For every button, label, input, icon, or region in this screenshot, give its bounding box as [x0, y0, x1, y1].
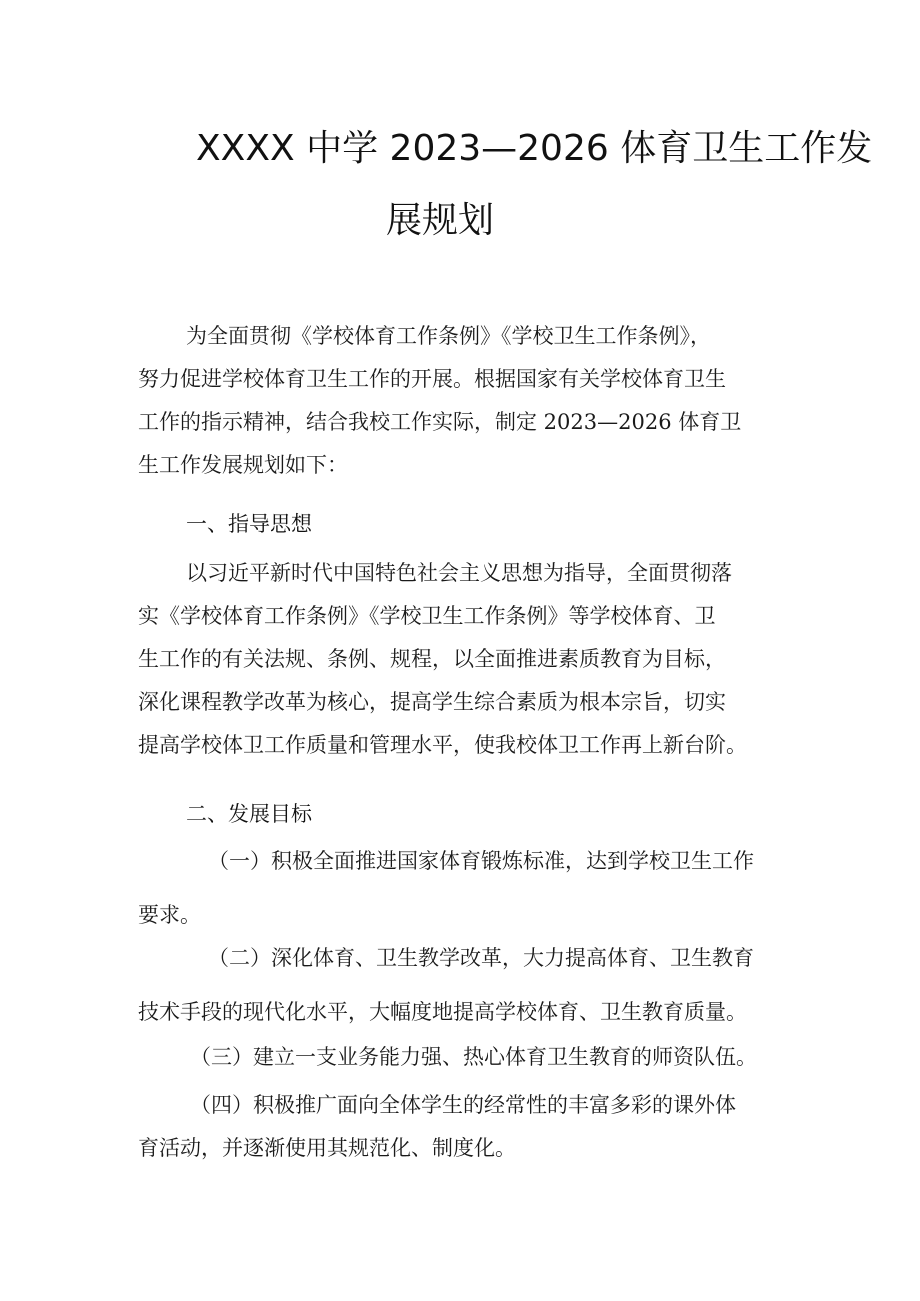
paragraph-line: 生工作的有关法规、条例、规程，以全面推进素质教育为目标，: [138, 647, 726, 671]
intro-line: 为全面贯彻《学校体育工作条例》《学校卫生工作条例》，: [186, 324, 711, 348]
document-title-line-1: XXXX 中学 2023—2026 体育卫生工作发: [196, 128, 873, 169]
paragraph-line: （三）建立一支业务能力强、热心体育卫生教育的师资队伍。: [190, 1045, 757, 1069]
guiding-ideology-paragraph: [138, 552, 798, 767]
paragraph-line: 要求。: [138, 903, 201, 927]
paragraph-line: 以习近平新时代中国特色社会主义思想为指导，全面贯彻落: [186, 561, 732, 585]
paragraph-line: 深化课程教学改革为核心，提高学生综合素质为根本宗旨，切实: [138, 690, 726, 714]
intro-line: 努力促进学校体育卫生工作的开展。根据国家有关学校体育卫生: [138, 367, 726, 391]
goal-4-paragraph: [138, 1084, 798, 1170]
paragraph-line: 育活动，并逐渐使用其规范化、制度化。: [138, 1136, 516, 1160]
paragraph-line: 实《学校体育工作条例》《学校卫生工作条例》等学校体育、卫: [138, 604, 716, 628]
paragraph-line: （一）积极全面推进国家体育锻炼标准，达到学校卫生工作: [208, 849, 754, 873]
intro-paragraph: [138, 315, 798, 487]
intro-line: 工作的指示精神，结合我校工作实际，制定 2023—2026 体育卫: [138, 410, 742, 434]
section-heading-development-goals: 二、发展目标: [186, 802, 312, 826]
intro-line: 生工作发展规划如下：: [138, 453, 348, 477]
document-title-line-2: 展规划: [386, 200, 495, 241]
paragraph-line: （二）深化体育、卫生教学改革，大力提高体育、卫生教育: [208, 946, 754, 970]
goal-2-paragraph: [138, 937, 798, 1034]
paragraph-line: 技术手段的现代化水平，大幅度地提高学校体育、卫生教育质量。: [138, 1000, 747, 1024]
paragraph-line: （四）积极推广面向全体学生的经常性的丰富多彩的课外体: [190, 1093, 736, 1117]
paragraph-line: 提高学校体卫工作质量和管理水平，使我校体卫工作再上新台阶。: [138, 733, 747, 757]
goal-1-paragraph: [138, 840, 798, 937]
section-heading-guiding-ideology: 一、指导思想: [186, 512, 312, 536]
goal-3-paragraph: [138, 1036, 798, 1079]
